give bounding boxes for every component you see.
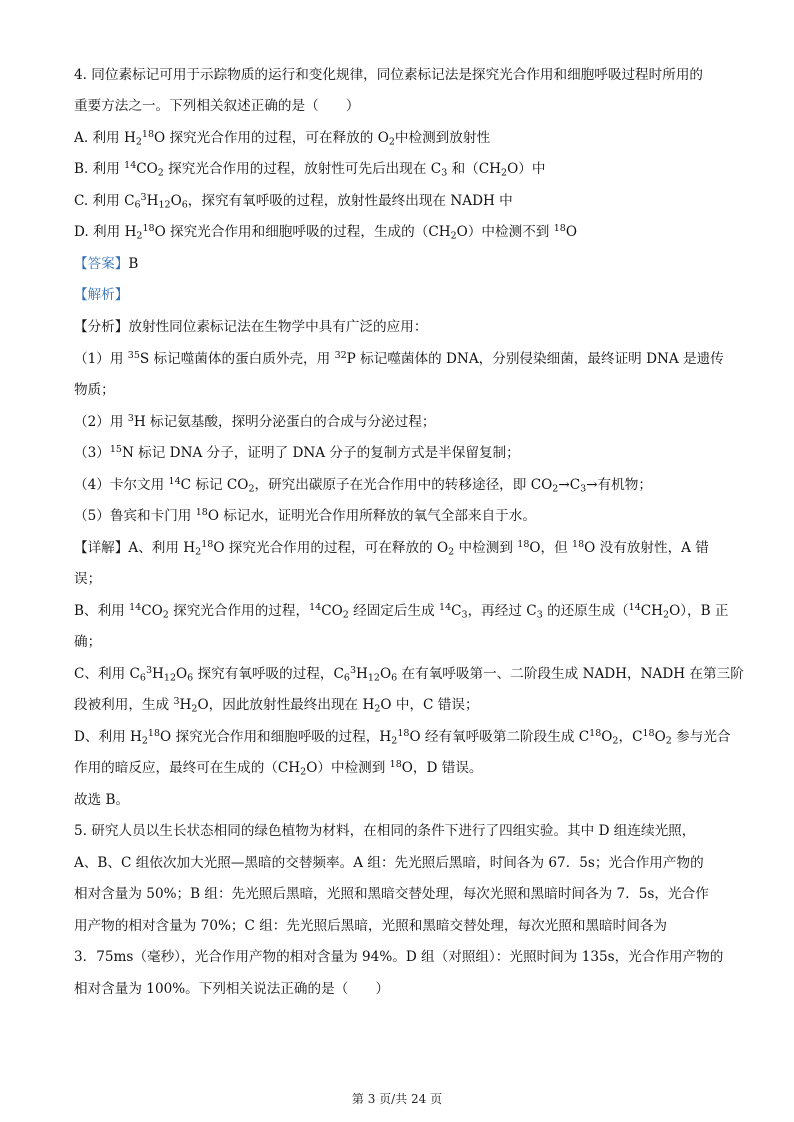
q5-line-2: A、B、C 组依次加大光照—黑暗的交替频率。A 组：先光照后黑暗，时间各为 67．5s；光合作用产物的 [74,855,704,871]
detail-b: B、利用 $^{14}CO_2$ 探究光合作用的过程，$^{14}CO_2$ 经固定后生成 $^{14}C_3$，再经过 $C_3$ 的还原生成$(^{14}CH_2O)$，B 正 [74,602,729,620]
analysis-heading [74,286,746,304]
point-3: $(3)^{15}N$ 标记 DNA 分子，证明了 DNA 分子的复制方式是半保留复制； [74,444,520,461]
detail-a: 【详解】A、利用 $H_2^{18}O$ 探究光合作用的过程，可在释放的 $O_2$ 中检测到 $^{18}$O，但 $^{18}$O 没有放射性，A 错 [74,539,709,557]
detail-b-cont: 确； [74,634,102,650]
detail-a-cont: 误； [74,571,102,587]
point-4: （4）卡尔文用 $^{14}$C 标记 $CO_2$，研究出碳原子在光合作用中的转移途径，即 $CO_2\to C_3\to$有机物； [74,476,652,494]
q4-option-a: A. 利用 $H_2^{18}O$ 探究光合作用的过程，可在释放的 $O_2$中检测到放射性 [74,129,491,147]
conclusion: 故选 B。 [74,792,130,808]
q5-line-1: 5. 研究人员以生长状态相同的绿色植物为材料，在相同的条件下进行了四组实验。其中 D 组连续光照， [74,823,696,839]
q5-line-4: 用产物的相对含量为 70%；C 组：先光照后黑暗，光照和黑暗交替处理，每次光照和黑暗时间各为 [74,918,668,934]
answer-line [74,255,746,273]
point-1-cont: 物质； [74,382,115,398]
point-2: （2）用 $^3$H 标记氨基酸，探明分泌蛋白的合成与分泌过程； [74,413,436,430]
xiangjie-tag: 【详解】 [74,540,129,556]
fenxi-tag: 【分析】 [74,319,129,335]
detail-d: D、利用 $H_2^{18}O$ 探究光合作用和细胞呼吸的过程，$H_2^{18}O$ 经有氧呼吸第二阶段生成 $C^{18}O_2$，$C^{18}O_2$ 参与光合 [74,728,731,746]
point-5: （5）鲁宾和卡门用 $^{18}$O 标记水，证明光合作用所释放的氧气全部来自于水。 [74,507,536,524]
q5-line-3: 相对含量为 50%；B 组：先光照后黑暗，光照和黑暗交替处理，每次光照和黑暗时间各为 7．5s，光合作 [74,886,709,902]
q4-option-d: D. 利用 $H_2^{18}O$ 探究光合作用和细胞呼吸的过程，生成的$(CH_2O)$中检测不到 $^{18}$O [74,223,577,241]
detail-d-cont: 作用的暗反应，最终可在生成的$(CH_2O)$中检测到 $^{18}$O，D 错误。 [74,759,483,777]
detail-c-cont: 段被利用，生成 $^3H_2O$，因此放射性最终出现在 $H_2O$ 中，C 错误； [74,696,479,714]
detail-c: C、利用 $C_6^3H_{12}O_6$ 探究有氧呼吸的过程，$C_6^3H_{12}O_6$ 在有氧呼吸第一、二阶段生成 NADH，NADH 在第三阶 [74,665,744,683]
q5-line-5: 3．75ms（毫秒），光合作用产物的相对含量为 94%。D 组（对照组）：光照时间为 135s，光合作用产物的 [74,949,724,965]
q5-line-6: 相对含量为 100%。下列相关说法正确的是（ ） [74,981,390,997]
answer-value: B [128,256,139,272]
answer-tag: 【答案】 [74,256,129,272]
point-1: （1）用 $^{35}$S 标记噬菌体的蛋白质外壳，用 $^{32}$P 标记噬菌体的 DNA，分别侵染细菌，最终证明 DNA 是遗传 [74,350,724,367]
q4-option-b: B. 利用 $^{14}CO_2$ 探究光合作用的过程，放射性可先后出现在 $C_3$ 和$(CH_2O)$中 [74,160,546,178]
page-footer: 第 3 页/共 24 页 [351,1092,443,1106]
fenxi-line: 【分析】放射性同位素标记法在生物学中具有广泛的应用： [74,319,428,335]
q4-stem-line-2: 重要方法之一。下列相关叙述正确的是（ ） [74,98,360,114]
q4-stem-line-1: 4. 同位素标记可用于示踪物质的运行和变化规律，同位素标记法是探究光合作用和细胞呼吸过程时所用的 [74,67,704,83]
analysis-tag: 【解析】 [74,287,129,303]
q4-option-c: C. 利用 $C_6^3H_{12}O_6$，探究有氧呼吸的过程，放射性最终出现在 NADH 中 [74,192,513,210]
